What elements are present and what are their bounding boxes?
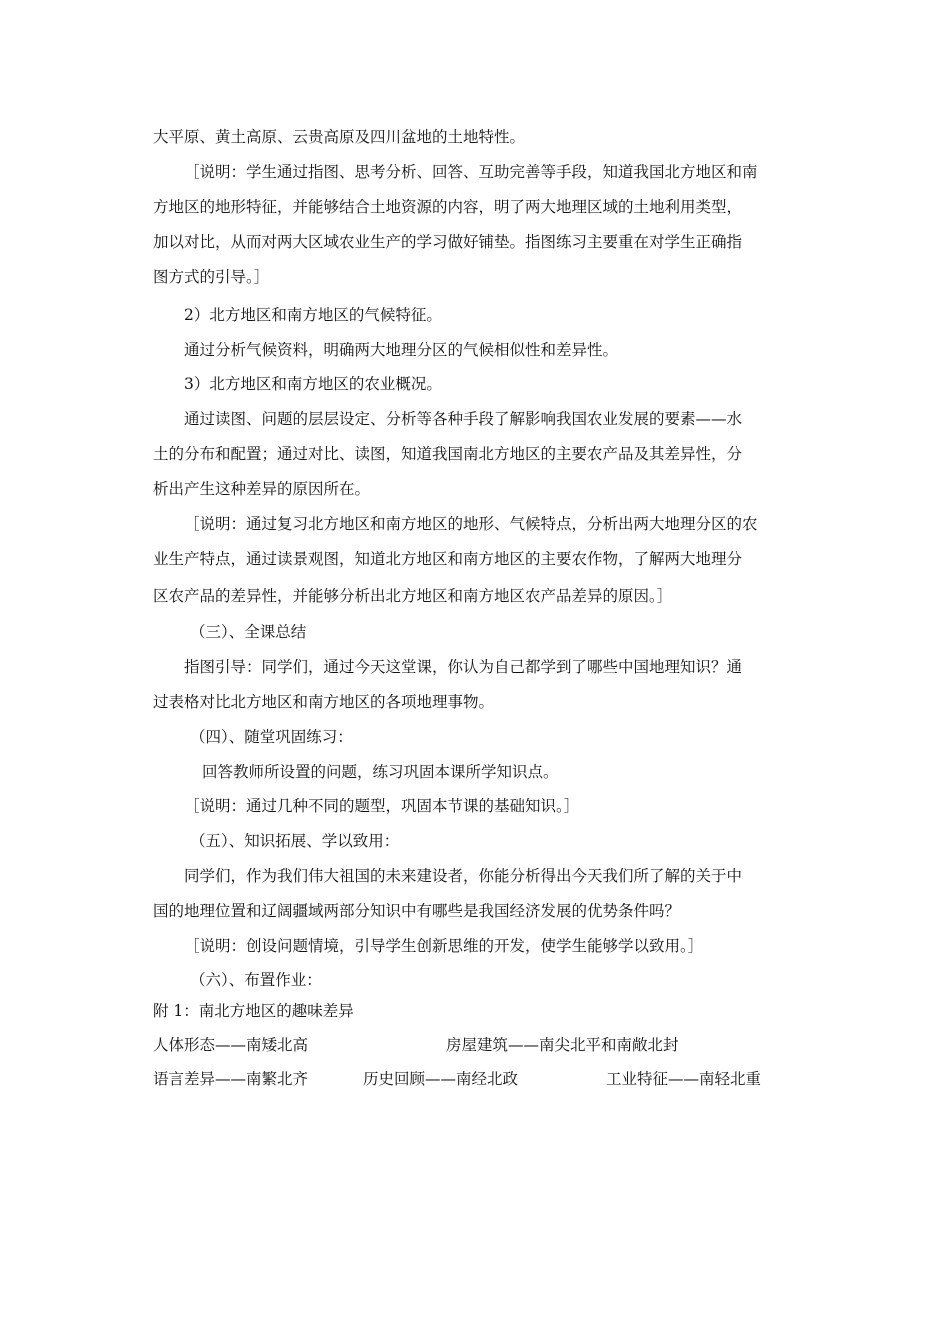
paragraph-line: 国的地理位置和辽阔疆域两部分知识中有哪些是我国经济发展的优势条件吗？ — [153, 902, 681, 920]
paragraph-line: 大平原、黄土高原、云贵高原及四川盆地的土地特性。 — [153, 128, 526, 146]
subheading-line: 3）北方地区和南方地区的农业概况。 — [184, 375, 442, 393]
appendix-title: 附 1：南北方地区的趣味差异 — [153, 1002, 354, 1020]
difference-item-architecture: 房屋建筑——南尖北平和南敞北封 — [446, 1036, 679, 1054]
note-line: ［说明：创设问题情境，引导学生创新思维的开发，使学生能够学以致用。］ — [184, 937, 704, 955]
paragraph-line: 指图引导：同学们，通过今天这堂课，你认为自己都学到了哪些中国地理知识？通 — [184, 658, 743, 676]
paragraph-line: 通过分析气候资料，明确两大地理分区的气候相似性和差异性。 — [184, 341, 619, 359]
note-line: ［说明：通过几种不同的题型，巩固本节课的基础知识。］ — [184, 797, 580, 815]
paragraph-line: 加以对比，从而对两大区域农业生产的学习做好铺垫。指图练习主要重在对学生正确指 — [153, 233, 743, 251]
note-line: ［说明：学生通过指图、思考分析、回答、互助完善等手段，知道我国北方地区和南 — [184, 163, 758, 181]
section-heading: （六）、布置作业： — [190, 971, 322, 989]
paragraph-line: 析出产生这种差异的原因所在。 — [153, 480, 371, 498]
paragraph-line: 方地区的地形特征，并能够结合土地资源的内容，明了两大地理区域的土地利用类型， — [153, 198, 743, 216]
difference-item-industry: 工业特征——南轻北重 — [606, 1070, 762, 1088]
paragraph-line: 土的分布和配置；通过对比、读图，知道我国南北方地区的主要农产品及其差异性，分 — [153, 445, 743, 463]
note-line: ［说明：通过复习北方地区和南方地区的地形、气候特点，分析出两大地理分区的农 — [184, 515, 758, 533]
subheading-line: 2）北方地区和南方地区的气候特征。 — [184, 306, 442, 324]
paragraph-line: 图方式的引导。］ — [153, 268, 270, 286]
paragraph-line: 同学们，作为我们伟大祖国的未来建设者，你能分析得出今天我们所了解的关于中 — [184, 867, 743, 885]
paragraph-line: 回答教师所设置的问题，练习巩固本课所学知识点。 — [202, 763, 559, 781]
difference-item-history: 历史回顾——南经北政 — [363, 1070, 519, 1088]
difference-item-body-shape: 人体形态——南矮北高 — [153, 1036, 309, 1054]
difference-item-language: 语言差异——南繁北齐 — [153, 1070, 309, 1088]
paragraph-line: 业生产特点，通过读景观图，知道北方地区和南方地区的主要农作物，了解两大地理分 — [153, 550, 743, 568]
paragraph-line: 过表格对比北方地区和南方地区的各项地理事物。 — [153, 693, 495, 711]
section-heading: （三）、全课总结 — [190, 623, 307, 641]
section-heading: （五）、知识拓展、学以致用： — [190, 832, 400, 850]
paragraph-line: 通过读图、问题的层层设定、分析等各种手段了解影响我国农业发展的要素——水 — [184, 410, 743, 428]
section-heading: （四）、随堂巩固练习： — [190, 728, 353, 746]
paragraph-line: 区农产品的差异性，并能够分析出北方地区和南方地区农产品差异的原因。］ — [153, 587, 673, 605]
